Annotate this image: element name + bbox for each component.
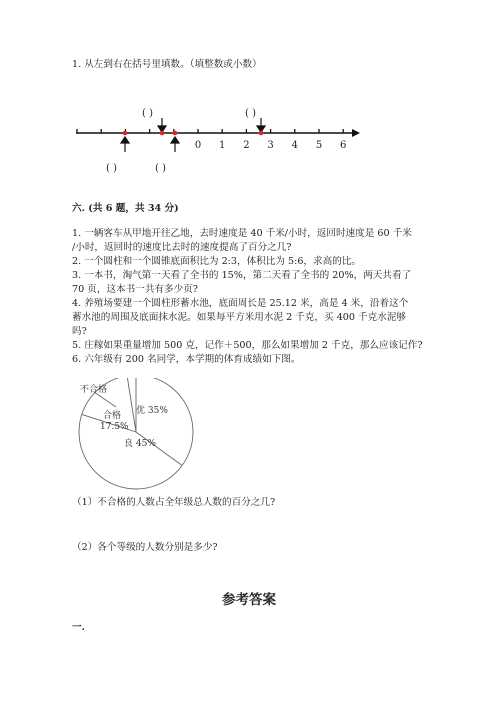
arrow-up-1 <box>121 137 129 152</box>
axis-arrow <box>352 129 360 137</box>
pie-chart <box>72 378 212 498</box>
q6-line-7: 蓄水池的周围及底面抹水泥。如果每平方米用水泥 2 千克，买 400 千克水泥够 <box>72 312 407 323</box>
blank-below-2: ( ) <box>155 163 166 174</box>
q6-line-5: 70 页，这本书一共有多少页? <box>72 284 198 295</box>
answers-first: 一. <box>72 622 85 633</box>
q6-line-2: /小时，返回时的速度比去时的速度提高了百分之几? <box>72 242 292 253</box>
tick-label: 4 <box>291 140 298 151</box>
blank-below-1: ( ) <box>106 163 117 174</box>
arrow-down-2 <box>257 118 265 132</box>
q6-line-6: 4. 养殖场要建一个圆柱形蓄水池，底面周长是 25.12 米，高是 4 米，沿着这个 <box>72 298 409 309</box>
q1-prompt: 1. 从左到右在括号里填数。（填整数或小数） <box>72 59 262 70</box>
q6-line-4: 3. 一本书，淘气第一天看了全书的 15%，第二天看了全书的 20%，两天共看了 <box>72 270 412 281</box>
pie-label-excellent: 优 35% <box>136 406 168 416</box>
tick-label: 6 <box>340 140 347 151</box>
section6-heading: 六. (共 6 题，共 34 分) <box>72 203 179 214</box>
tick-label: 0 <box>194 140 202 151</box>
arrow-down-1 <box>158 118 166 132</box>
pie-label-pass: 合格 <box>103 411 122 421</box>
tick-label: 1 <box>219 140 226 151</box>
red-dot-2 <box>160 131 165 136</box>
red-dot-3 <box>173 131 178 136</box>
blank-above-2: ( ) <box>245 108 256 119</box>
q6-sub1: （1）不合格的人数占全年级总人数的百分之几? <box>72 497 276 508</box>
tick-label: 5 <box>315 140 323 151</box>
q6-sub2: （2）各个等级的人数分别是多少? <box>72 542 218 553</box>
tick-label: 3 <box>267 140 274 151</box>
q6-line-3: 2. 一个圆柱和一个圆锥底面积比为 2:3，体积比为 5:6，求高的比。 <box>72 256 362 267</box>
red-dot-4 <box>259 131 264 136</box>
arrow-up-2 <box>171 137 179 152</box>
blank-above-1: ( ) <box>142 108 153 119</box>
q6-line-10: 6. 六年级有 200 名同学，本学期的体育成绩如下图。 <box>72 354 301 365</box>
pie-label-good: 良 45% <box>124 439 156 449</box>
q6-line-1: 1. 一辆客车从甲地开往乙地，去时速度是 40 千米/小时，返回时速度是 60 千米 <box>72 228 412 239</box>
red-dot-1 <box>123 131 128 136</box>
answers-title: 参考答案 <box>222 592 276 608</box>
pie-label-pass-pct: 17.5% <box>100 422 129 432</box>
q6-line-8: 吗? <box>72 326 87 337</box>
q6-line-9: 5. 庄稼如果重量增加 500 克，记作＋500，那么如果增加 2 千克，那么应该记作? <box>72 340 423 351</box>
tick-label: 2 <box>243 140 250 151</box>
pie-label-fail: 不合格 <box>80 385 108 395</box>
